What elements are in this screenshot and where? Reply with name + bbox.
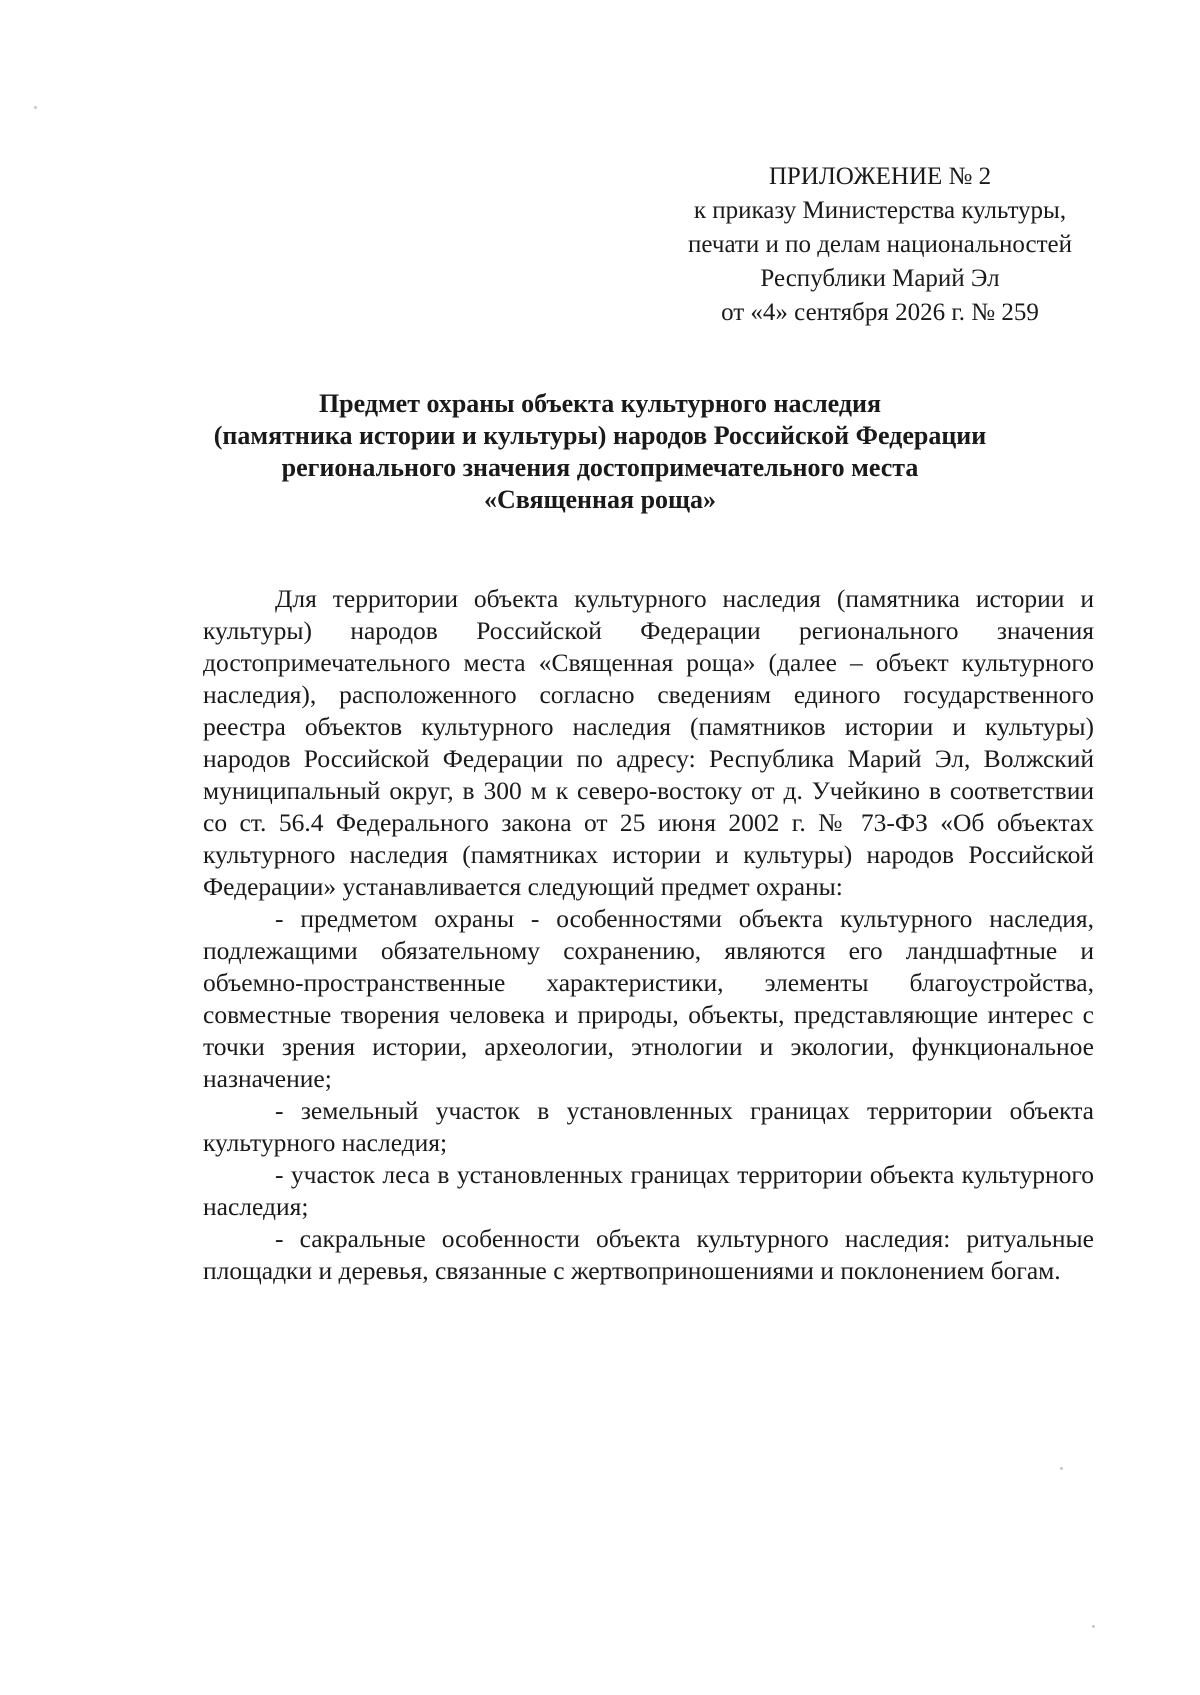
appendix-order-date: от «4» сентября 2026 г. № 259 bbox=[721, 299, 1039, 326]
scan-speck bbox=[1060, 1467, 1063, 1470]
scan-speck bbox=[1092, 1625, 1095, 1628]
intro-paragraph: Для территории объекта культурного наследия (памятника истории и культуры) народов Российской Федерации регионального значения достопримечательного места «Священная роща» (далее – объект культурного наследия), расположенного согласно сведениям единого государственного реестра объектов культурного наследия (памятников истории и культуры) народов Российской Федерации по адресу: Республика Марий Эл, Волжский муниципальный округ, в 300 м к северо-востоку от д. Учейкино в соответствии со ст. 56.4 Федерального закона от 25 июня 2002 г. № 73-ФЗ «Об объектах культурного наследия (памятниках истории и культуры) народов Российской Федерации» устанавливается следующий предмет охраны: bbox=[203, 584, 1094, 901]
title-line: «Священная роща» bbox=[484, 485, 716, 514]
appendix-number: ПРИЛОЖЕНИЕ № 2 bbox=[768, 163, 992, 190]
appendix-ministry: печати и по делам национальностей bbox=[688, 231, 1072, 258]
list-item-forest-plot: - участок леса в установленных границах территории объекта культурного наследия; bbox=[203, 1160, 1094, 1221]
title-line: регионального значения достопримечательного места bbox=[281, 453, 919, 482]
document-title bbox=[180, 388, 1020, 516]
list-item-sacral-features: - сакральные особенности объекта культурного наследия: ритуальные площадки и деревья, связанные с жертвоприношениями и поклонением богам. bbox=[203, 1224, 1094, 1285]
appendix-order-ref: к приказу Министерства культуры, bbox=[693, 197, 1067, 224]
document-body bbox=[203, 583, 1094, 1287]
appendix-republic: Республики Марий Эл bbox=[760, 265, 1000, 292]
title-line: Предмет охраны объекта культурного наследия bbox=[318, 389, 882, 418]
title-line: (памятника истории и культуры) народов Российской Федерации bbox=[213, 421, 987, 450]
list-item-subject: - предметом охраны - особенностями объекта культурного наследия, подлежащими обязательному сохранению, являются его ландшафтные и объемно-пространственные характеристики, элементы благоустройства, совместные творения человека и природы, объекты, представляющие интерес с точки зрения истории, археологии, этнологии и экологии, функциональное назначение; bbox=[203, 904, 1094, 1093]
list-item-land-plot: - земельный участок в установленных границах территории объекта культурного наследия; bbox=[203, 1096, 1094, 1157]
appendix-header bbox=[640, 160, 1120, 330]
scan-speck bbox=[34, 106, 37, 109]
